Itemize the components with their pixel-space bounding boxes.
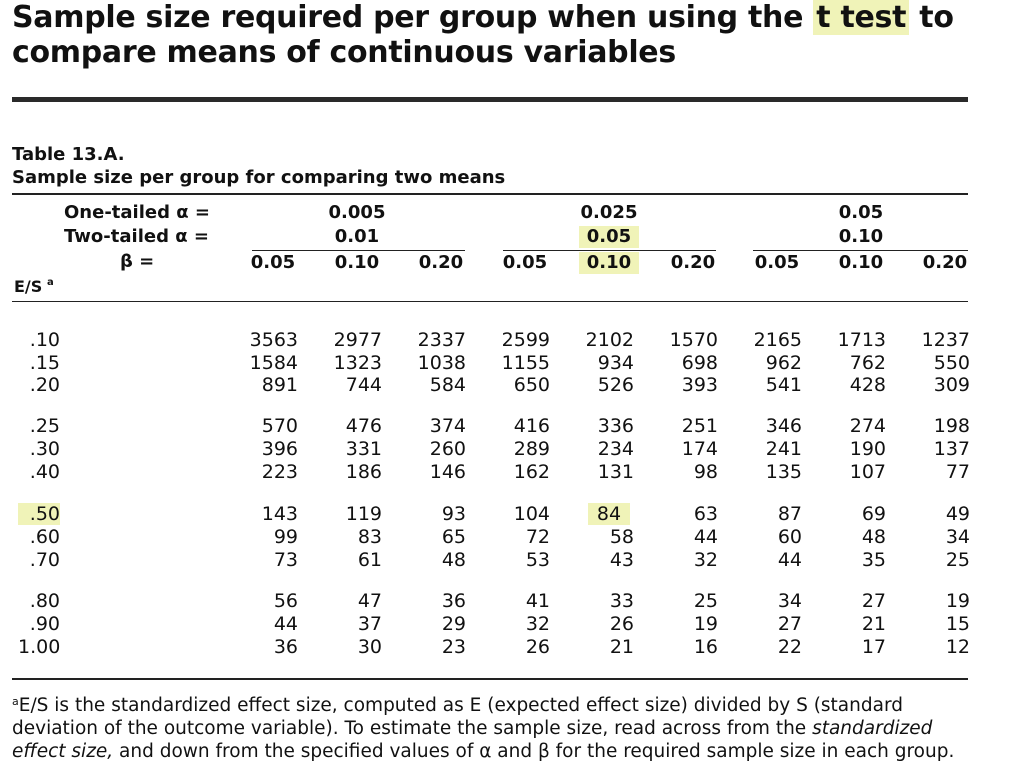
- sample-size-cell: 25: [945, 549, 970, 571]
- beta-value: 0.05: [250, 252, 296, 273]
- sample-size-cell: 27: [777, 613, 802, 635]
- sample-size-cell: 25: [693, 590, 718, 612]
- sample-size-cell: 69: [861, 503, 886, 525]
- sample-size-cell: 53: [525, 549, 550, 571]
- sample-size-cell: 162: [513, 461, 550, 483]
- table-header-rule: [12, 301, 968, 302]
- page-title: [12, 0, 1002, 70]
- sample-size-cell: 223: [261, 461, 298, 483]
- sample-size-cell: 48: [441, 549, 466, 571]
- sample-size-cell: 416: [513, 415, 550, 437]
- sample-size-cell: 36: [273, 636, 298, 658]
- sample-size-cell: 174: [681, 438, 718, 460]
- sample-size-cell: 41: [525, 590, 550, 612]
- effect-size-label: .40: [29, 461, 60, 483]
- sample-size-cell: 143: [261, 503, 298, 525]
- sample-size-cell: 2599: [501, 329, 550, 351]
- effect-size-label: .30: [29, 438, 60, 460]
- one-tailed-value: 0.005: [328, 202, 386, 223]
- sample-size-cell: 61: [357, 549, 382, 571]
- beta-value: 0.10: [838, 252, 884, 273]
- sample-size-cell: 1237: [921, 329, 970, 351]
- footnote-italic: standardized effect size,: [12, 718, 933, 762]
- sample-size-cell: 289: [513, 438, 550, 460]
- sample-size-cell: 84: [588, 503, 630, 525]
- sample-size-cell: 43: [609, 549, 634, 571]
- sample-size-cell: 19: [693, 613, 718, 635]
- sample-size-cell: 251: [681, 415, 718, 437]
- sample-size-cell: 744: [345, 374, 382, 396]
- sample-size-cell: 550: [933, 352, 970, 374]
- sample-size-cell: 48: [861, 526, 886, 548]
- sample-size-cell: 962: [765, 352, 802, 374]
- table-caption-text: Sample size per group for comparing two means: [12, 167, 506, 188]
- sample-size-cell: 934: [597, 352, 634, 374]
- footnote-text-end: and down from the specified values of α and β for the required sample size in each group.: [113, 741, 955, 762]
- sample-size-cell: 119: [345, 503, 382, 525]
- sample-size-cell: 1713: [837, 329, 886, 351]
- sample-size-cell: 650: [513, 374, 550, 396]
- sample-size-cell: 331: [345, 438, 382, 460]
- beta-value: 0.10: [579, 252, 639, 274]
- one-tailed-value: 0.05: [838, 202, 884, 223]
- sample-size-cell: 234: [597, 438, 634, 460]
- sample-size-cell: 131: [597, 461, 634, 483]
- beta-label: β =: [120, 251, 155, 272]
- sample-size-cell: 1155: [501, 352, 550, 374]
- sample-size-cell: 33: [609, 590, 634, 612]
- sample-size-cell: 83: [357, 526, 382, 548]
- table-top-rule: [12, 193, 968, 195]
- sample-size-cell: 32: [525, 613, 550, 635]
- sample-size-cell: 73: [273, 549, 298, 571]
- sample-size-cell: 21: [609, 636, 634, 658]
- sample-size-cell: 698: [681, 352, 718, 374]
- sample-size-cell: 2337: [417, 329, 466, 351]
- effect-size-label: .90: [29, 613, 60, 635]
- effect-size-label: .60: [29, 526, 60, 548]
- two-tailed-value: 0.01: [334, 226, 380, 247]
- sample-size-cell: 274: [849, 415, 886, 437]
- sample-size-cell: 891: [261, 374, 298, 396]
- sample-size-cell: 34: [945, 526, 970, 548]
- sample-size-cell: 29: [441, 613, 466, 635]
- sample-size-cell: 98: [693, 461, 718, 483]
- sample-size-cell: 49: [945, 503, 970, 525]
- effect-size-label: 1.00: [18, 636, 61, 658]
- effect-size-label: .70: [29, 549, 60, 571]
- sample-size-cell: 26: [609, 613, 634, 635]
- sample-size-cell: 77: [945, 461, 970, 483]
- effect-size-label: .10: [29, 329, 60, 351]
- sample-size-cell: 56: [273, 590, 298, 612]
- sample-size-cell: 26: [525, 636, 550, 658]
- sample-size-cell: 65: [441, 526, 466, 548]
- sample-size-cell: 146: [429, 461, 466, 483]
- sample-size-cell: 19: [945, 590, 970, 612]
- sample-size-cell: 476: [345, 415, 382, 437]
- sample-size-cell: 32: [693, 549, 718, 571]
- footnote: [12, 690, 987, 763]
- sample-size-cell: 93: [441, 503, 466, 525]
- sample-size-cell: 44: [693, 526, 718, 548]
- effect-size-label: .80: [29, 590, 60, 612]
- sample-size-cell: 396: [261, 438, 298, 460]
- sample-size-cell: 15: [945, 613, 970, 635]
- sample-size-cell: 58: [609, 526, 634, 548]
- sample-size-cell: 186: [345, 461, 382, 483]
- sample-size-cell: 36: [441, 590, 466, 612]
- footnote-text: E/S is the standardized effect size, computed as E (expected effect size) divided by S (standard deviation of the outcome variable). To estimate the sample size, read across from the: [12, 695, 903, 739]
- sample-size-cell: 2977: [333, 329, 382, 351]
- sample-size-cell: 12: [945, 636, 970, 658]
- sample-size-cell: 260: [429, 438, 466, 460]
- title-text-end: to compare means of continuous variables: [12, 0, 954, 70]
- beta-value: 0.10: [334, 252, 380, 273]
- sample-size-cell: 35: [861, 549, 886, 571]
- title-highlight: t test: [813, 0, 909, 35]
- two-tailed-value: 0.10: [838, 226, 884, 247]
- sample-size-cell: 584: [429, 374, 466, 396]
- beta-value: 0.20: [670, 252, 716, 273]
- group-rule: [753, 250, 968, 251]
- sample-size-cell: 16: [693, 636, 718, 658]
- group-rule: [252, 250, 465, 251]
- two-tailed-label: Two-tailed α =: [64, 226, 209, 247]
- sample-size-cell: 570: [261, 415, 298, 437]
- sample-size-cell: 526: [597, 374, 634, 396]
- sample-size-cell: 336: [597, 415, 634, 437]
- beta-value: 0.20: [922, 252, 968, 273]
- effect-size-label: .50: [18, 503, 60, 525]
- sample-size-cell: 63: [693, 503, 718, 525]
- sample-size-cell: 60: [777, 526, 802, 548]
- sample-size-cell: 44: [777, 549, 802, 571]
- sample-size-cell: 87: [777, 503, 802, 525]
- sample-size-cell: 107: [849, 461, 886, 483]
- sample-size-cell: 1584: [249, 352, 298, 374]
- sample-size-cell: 2102: [585, 329, 634, 351]
- sample-size-cell: 428: [849, 374, 886, 396]
- sample-size-cell: 190: [849, 438, 886, 460]
- sample-size-cell: 762: [849, 352, 886, 374]
- group-rule: [503, 250, 716, 251]
- table-caption: [12, 143, 972, 189]
- sample-size-cell: 34: [777, 590, 802, 612]
- table-label: Table 13.A.: [12, 144, 125, 165]
- sample-size-cell: 346: [765, 415, 802, 437]
- sample-size-cell: 37: [357, 613, 382, 635]
- one-tailed-value: 0.025: [580, 202, 638, 223]
- sample-size-cell: 137: [933, 438, 970, 460]
- sample-size-cell: 44: [273, 613, 298, 635]
- sample-size-cell: 3563: [249, 329, 298, 351]
- sample-size-cell: 17: [861, 636, 886, 658]
- footnote-marker: a: [12, 695, 19, 708]
- beta-value: 0.05: [502, 252, 548, 273]
- sample-size-cell: 104: [513, 503, 550, 525]
- sample-size-cell: 30: [357, 636, 382, 658]
- sample-size-cell: 541: [765, 374, 802, 396]
- title-divider: [12, 97, 968, 102]
- sample-size-cell: 393: [681, 374, 718, 396]
- sample-size-cell: 23: [441, 636, 466, 658]
- sample-size-cell: 1570: [669, 329, 718, 351]
- beta-value: 0.20: [418, 252, 464, 273]
- sample-size-cell: 135: [765, 461, 802, 483]
- sample-size-cell: 47: [357, 590, 382, 612]
- title-text: Sample size required per group when using the: [12, 0, 814, 35]
- sample-size-cell: 99: [273, 526, 298, 548]
- effect-size-label: .25: [29, 415, 60, 437]
- sample-size-cell: 309: [933, 374, 970, 396]
- one-tailed-label: One-tailed α =: [64, 202, 210, 223]
- sample-size-cell: 198: [933, 415, 970, 437]
- rowvar-label: E/S: [14, 277, 43, 296]
- sample-size-cell: 72: [525, 526, 550, 548]
- sample-size-cell: 27: [861, 590, 886, 612]
- beta-value: 0.05: [754, 252, 800, 273]
- rowvar-marker: a: [47, 277, 54, 288]
- sample-size-cell: 21: [861, 613, 886, 635]
- two-tailed-value: 0.05: [579, 226, 639, 248]
- table-bottom-rule: [12, 678, 968, 680]
- effect-size-label: .15: [29, 352, 60, 374]
- sample-size-cell: 1323: [333, 352, 382, 374]
- sample-size-cell: 2165: [753, 329, 802, 351]
- sample-size-cell: 1038: [417, 352, 466, 374]
- sample-size-cell: 241: [765, 438, 802, 460]
- effect-size-label: .20: [29, 374, 60, 396]
- sample-size-cell: 374: [429, 415, 466, 437]
- sample-size-cell: 22: [777, 636, 802, 658]
